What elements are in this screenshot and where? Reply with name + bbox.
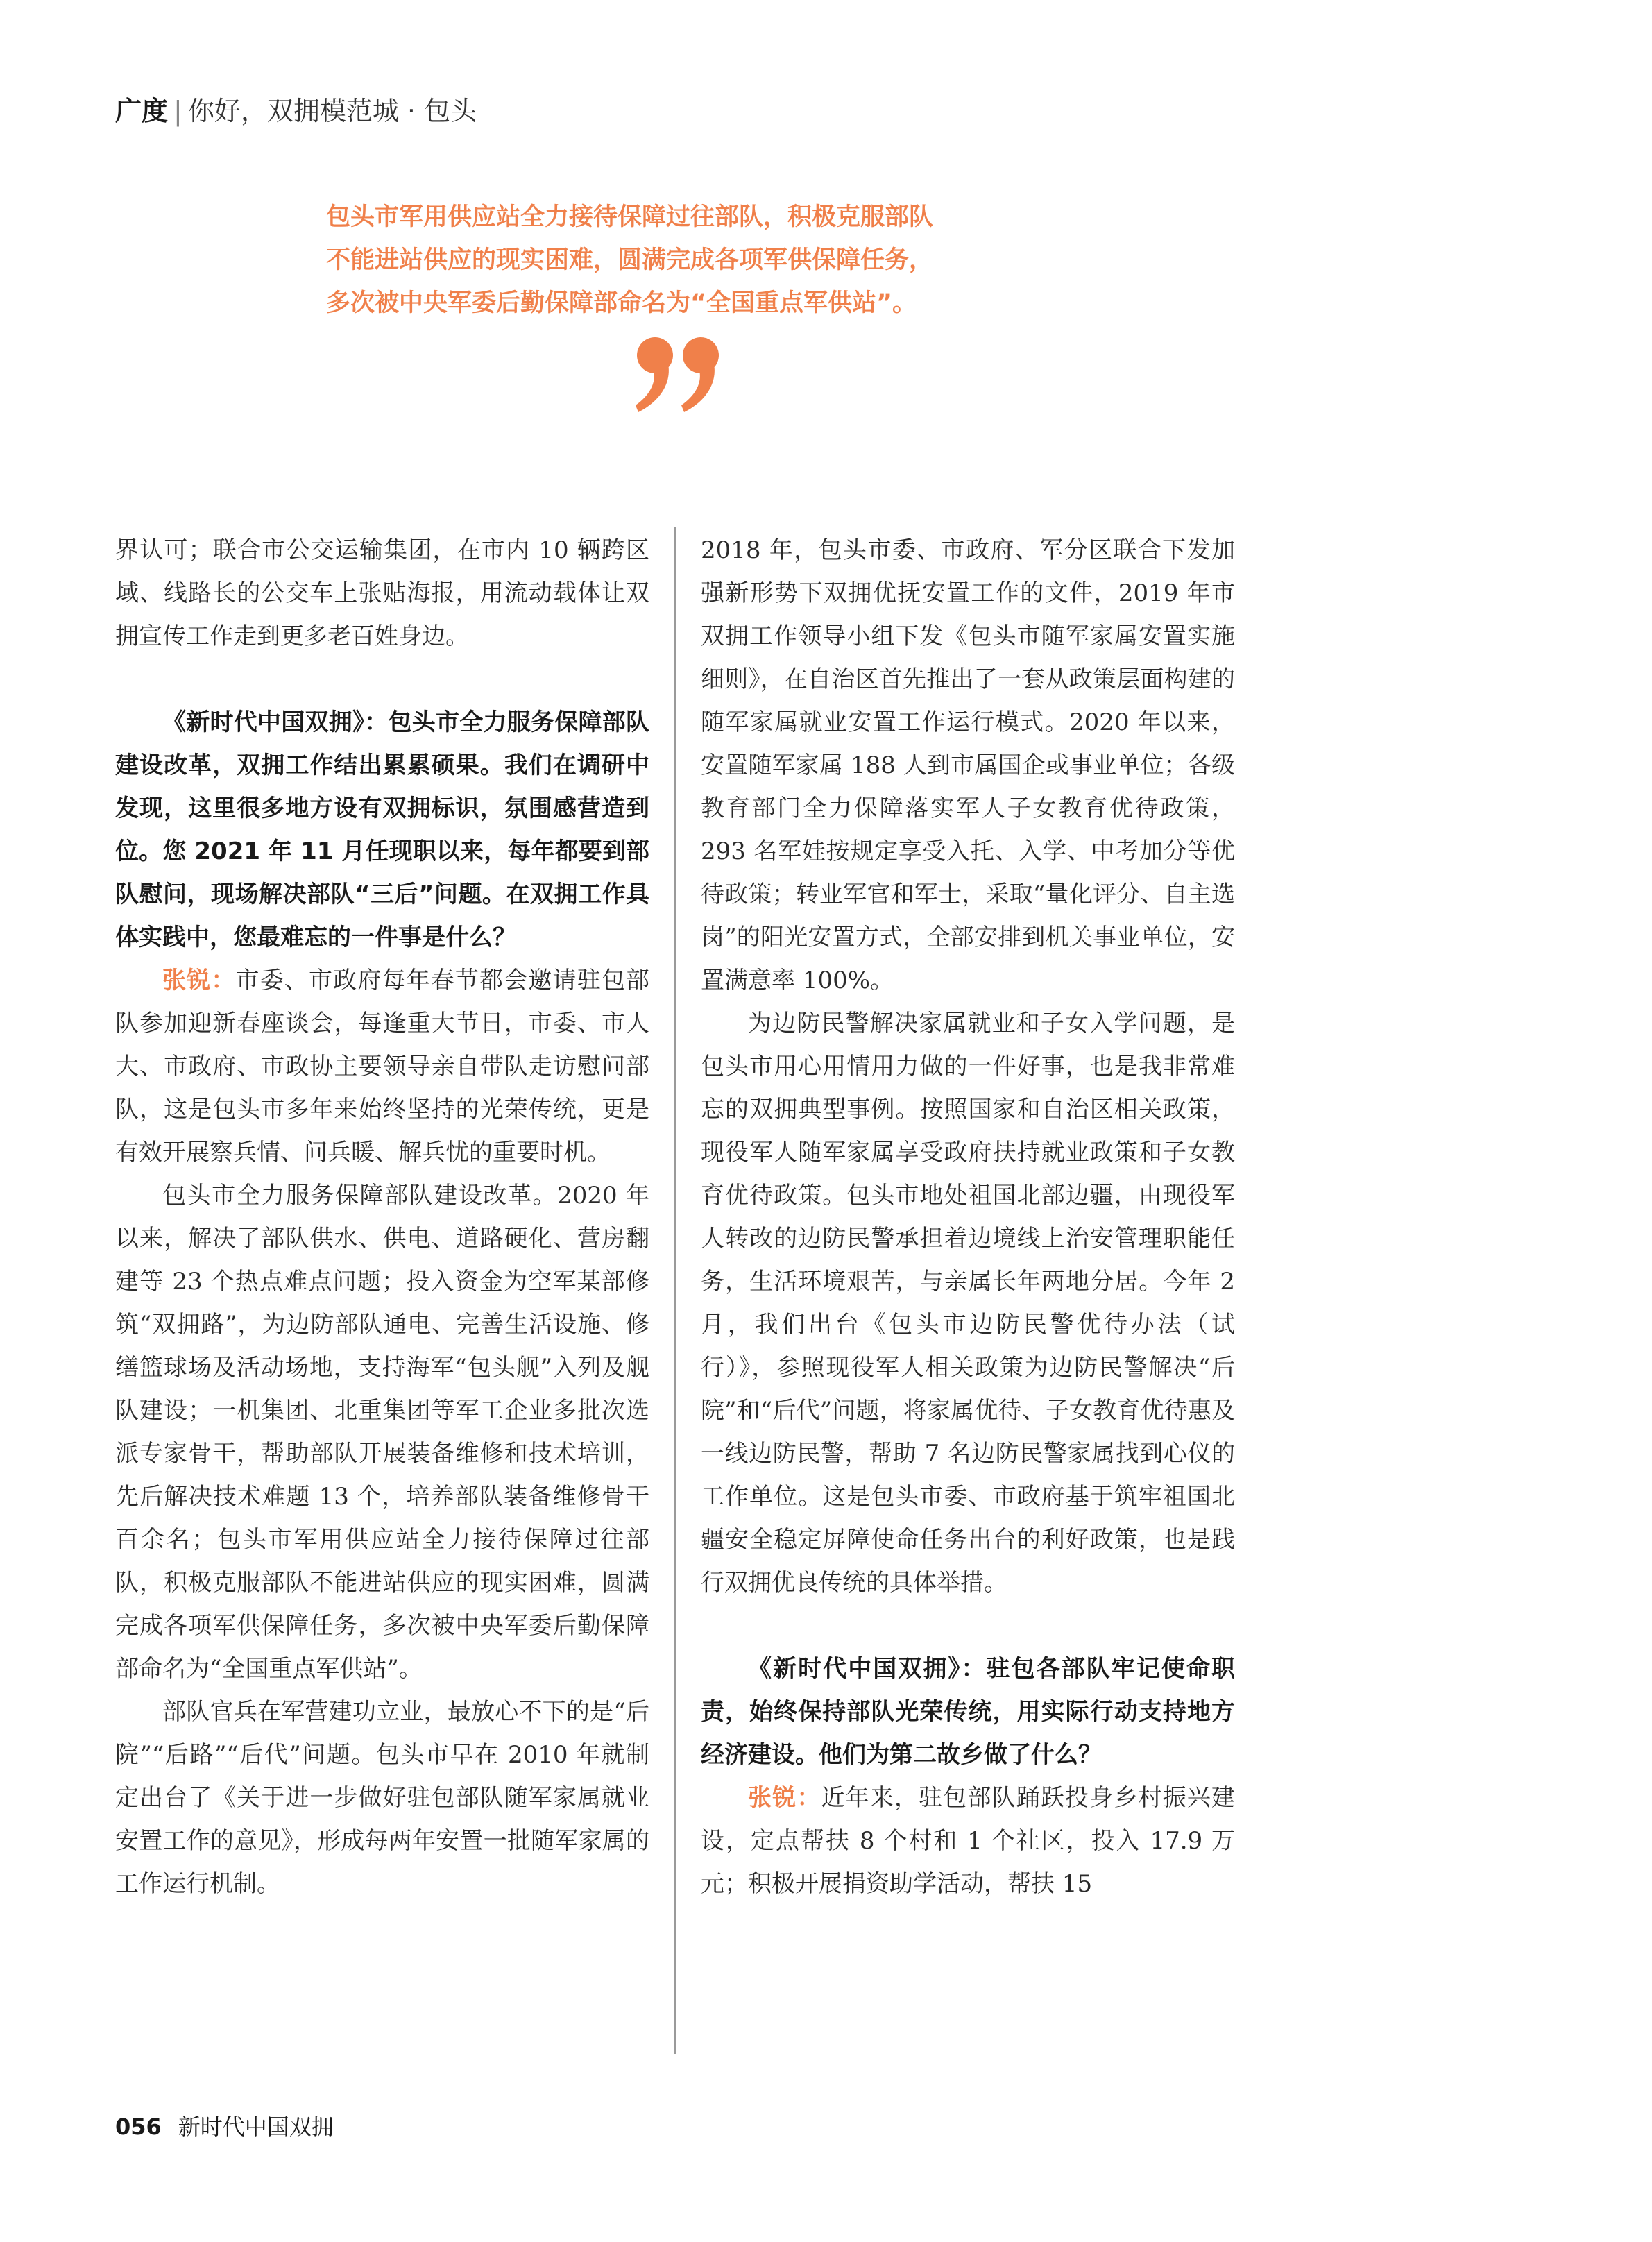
body-paragraph: 界认可；联合市公交运输集团，在市内 10 辆跨区域、线路长的公交车上张贴海报，用流动载体让双拥宣传工作走到更多老百姓身边。 [115, 536, 649, 650]
column-divider [674, 527, 676, 2054]
interview-question: 《新时代中国双拥》：包头市全力服务保障部队建设改革，双拥工作结出累累硕果。我们在调研中发现，这里很多地方设有双拥标识，氛围感营造到位。您 2021 年 11 月任现职以来，每年都要到部队慰问，现场解决部队“三后”问题。在双拥工作具体实践中，您最难忘的一件事是什么？ [115, 708, 649, 951]
speaker-label: 张锐： [162, 967, 236, 994]
body-paragraph: 2018 年，包头市委、市政府、军分区联合下发加强新形势下双拥优抚安置工作的文件，2019 年市双拥工作领导小组下发《包头市随军家属安置实施细则》，在自治区首先推出了一套从政策层面构建的随军家属就业安置工作运行模式。2020 年以来，安置随军家属 188 人到市属国企或事业单位；各级教育部门全力保障落实军人子女教育优待政策，293 名军娃按规定享受入托、入学、中考加分等优待政策；转业军官和军士，采取“量化评分、自主选岗”的阳光安置方式，全部安排到机关事业单位，安置满意率 100%。 [701, 536, 1235, 994]
interview-answer [701, 1776, 1235, 1905]
closing-quote-icon [633, 326, 723, 430]
header-brand: 广度 [115, 96, 169, 126]
pull-quote-line: 不能进站供应的现实困难，圆满完成各项军供保障任务， [326, 246, 934, 274]
header-separator: | [173, 96, 182, 126]
pull-quote-line: 多次被中央军委后勤保障部命名为“全国重点军供站”。 [326, 289, 917, 317]
page-footer [115, 2109, 334, 2144]
body-paragraph: 包头市全力服务保障部队建设改革。2020 年以来，解决了部队供水、供电、道路硬化、营房翻建等 23 个热点难点问题；投入资金为空军某部修筑“双拥路”，为边防部队通电、完善生活设施、修缮篮球场及活动场地，支持海军“包头舰”入列及舰队建设；一机集团、北重集团等军工企业多批次选派专家骨干，帮助部队开展装备维修和技术培训，先后解决技术难题 13 个，培养部队装备维修骨干百余名；包头市军用供应站全力接待保障过往部队，积极克服部队不能进站供应的现实困难，圆满完成各项军供保障任务，多次被中央军委后勤保障部命名为“全国重点军供站”。 [115, 1182, 649, 1683]
article-column-left [115, 529, 649, 1905]
running-header [115, 92, 477, 130]
pull-quote [326, 196, 1103, 325]
answer-text: 近年来，驻包部队踊跃投身乡村振兴建设，定点帮扶 8 个村和 1 个社区，投入 17.9 万元；积极开展捐资助学活动，帮扶 15 [701, 1784, 1236, 1898]
interview-question: 《新时代中国双拥》：驻包各部队牢记使命职责，始终保持部队光荣传统，用实际行动支持地方经济建设。他们为第二故乡做了什么？ [701, 1655, 1235, 1769]
page-number: 056 [115, 2114, 162, 2140]
pull-quote-line: 包头市军用供应站全力接待保障过往部队，积极克服部队 [326, 203, 934, 231]
article-column-right [701, 529, 1235, 1905]
speaker-label: 张锐： [748, 1784, 821, 1812]
header-section-title: 你好，双拥模范城 · 包头 [187, 96, 477, 126]
body-paragraph: 为边防民警解决家属就业和子女入学问题，是包头市用心用情用力做的一件好事，也是我非常难忘的双拥典型事例。按照国家和自治区相关政策，现役军人随军家属享受政府扶持就业政策和子女教育优待政策。包头市地处祖国北部边疆，由现役军人转改的边防民警承担着边境线上治安管理职能任务，生活环境艰苦，与亲属长年两地分居。今年 2 月，我们出台《包头市边防民警优待办法（试行）》，参照现役军人相关政策为边防民警解决“后院”和“后代”问题，将家属优待、子女教育优待惠及一线边防民警，帮助 7 名边防民警家属找到心仪的工作单位。这是包头市委、市政府基于筑牢祖国北疆安全稳定屏障使命任务出台的利好政策，也是践行双拥优良传统的具体举措。 [701, 1010, 1235, 1597]
magazine-title: 新时代中国双拥 [178, 2114, 334, 2140]
interview-answer [115, 959, 649, 1174]
answer-text: 市委、市政府每年春节都会邀请驻包部队参加迎新春座谈会，每逢重大节日，市委、市人大、市政府、市政协主要领导亲自带队走访慰问部队，这是包头市多年来始终坚持的光荣传统，更是有效开展察兵情、问兵暖、解兵忧的重要时机。 [115, 967, 650, 1166]
body-paragraph: 部队官兵在军营建功立业，最放心不下的是“后院”“后路”“后代”问题。包头市早在 2010 年就制定出台了《关于进一步做好驻包部队随军家属就业安置工作的意见》，形成每两年安置一批随军家属的工作运行机制。 [115, 1698, 649, 1898]
